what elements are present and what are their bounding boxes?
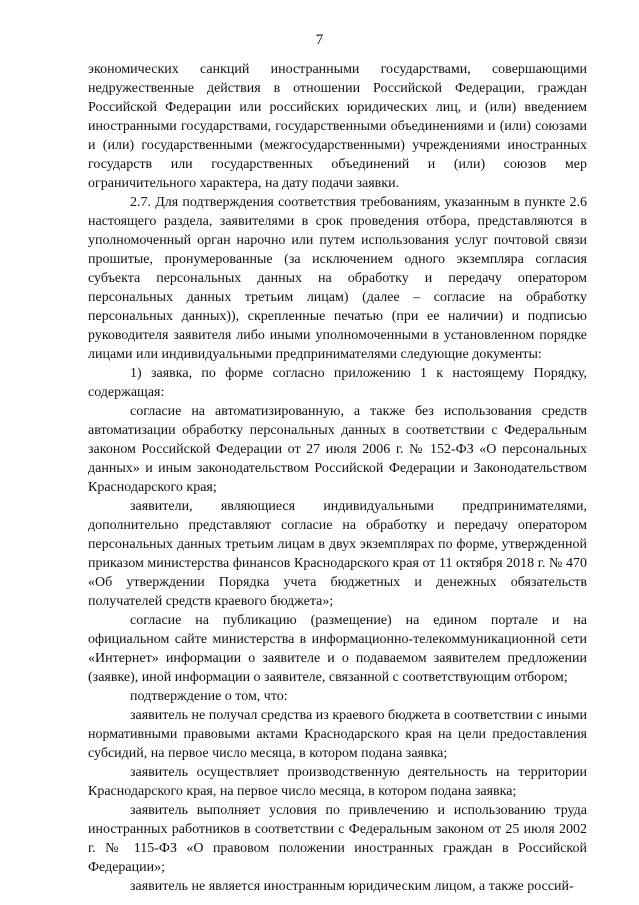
paragraph: согласие на публикацию (размещение) на едином портале и на официальном сайте министерства в информационно-телекоммуникационной сети «Интернет» информации о заявителе и о подаваемом заявителем предложении (заявке), иной информации о заявителе, связанной с соответствующим отбором;: [88, 613, 587, 685]
paragraph: 1) заявка, по форме согласно приложению 1 к настоящему Порядку, содержащая:: [88, 366, 587, 400]
page-number: 7: [315, 32, 324, 48]
paragraph: заявитель осуществляет производственную деятельность на территории Краснодарского края, на первое число месяца, в котором подана заявка;: [88, 765, 587, 799]
paragraph: подтверждение о том, что:: [130, 689, 288, 704]
paragraph: заявитель не является иностранным юридическим лицом, а также россий-: [130, 879, 574, 894]
paragraph: заявители, являющиеся индивидуальными предпринимателями, дополнительно представляют согласие на обработку и передачу оператором персональных данных третьим лицам в двух экземплярах по форме, утвержденной приказом министерства финансов Краснодарского края от 11 октября 2018 г. № 470 «Об утверждении Порядка учета бюджетных и денежных обязательств получателей средств краевого бюджета»;: [88, 499, 587, 609]
paragraph: заявитель выполняет условия по привлечению и использованию труда иностранных работников в соответствии с Федеральным законом от 25 июля 2002 г. № 115-ФЗ «О правовом положении иностранных граждан в Российской Федерации»;: [88, 803, 587, 875]
paragraph: согласие на автоматизированную, а также без использования средств автоматизации обработку персональных данных в соответствии с Федеральным законом Российской Федерации от 27 июля 2006 г. № 152-ФЗ «О персональных данных» и иным законодательством Российской Федерации и Законодательством Краснодарского края;: [88, 404, 587, 495]
paragraph: 2.7. Для подтверждения соответствия требованиям, указанным в пункте 2.6 настоящего раздела, заявителями в срок проведения отбора, представляются в уполномоченный орган нарочно или путем использования услуг почтовой связи прошитые, пронумерованные (за исключением одного экземпляра согласия субъекта персональных данных на обработку и передачу оператором персональных данных третьим лицам) (далее – согласие на обработку персональных данных)), скрепленные печатью (при ее наличии) и подписью руководителя заявителя либо иными уполномоченными в установленном порядке лицами или индивидуальными предпринимателями следующие документы:: [88, 195, 587, 362]
body-text: [88, 60, 587, 896]
paragraph: экономических санкций иностранными государствами, совершающими недружественные действия в отношении Российской Федерации, граждан Российской Федерации или российских юридических лиц, и (или) введением иностранными государствами, государственными объединениями и (или) союзами и (или) государственными (межгосударственными) учреждениями иностранных государств или государственных объединений и (или) союзов мер ограничительного характера, на дату подачи заявки.: [88, 62, 587, 191]
paragraph: заявитель не получал средства из краевого бюджета в соответствии с иными нормативными правовыми актами Краснодарского края на цели предоставления субсидий, на первое число месяца, в котором подана заявка;: [88, 708, 587, 761]
